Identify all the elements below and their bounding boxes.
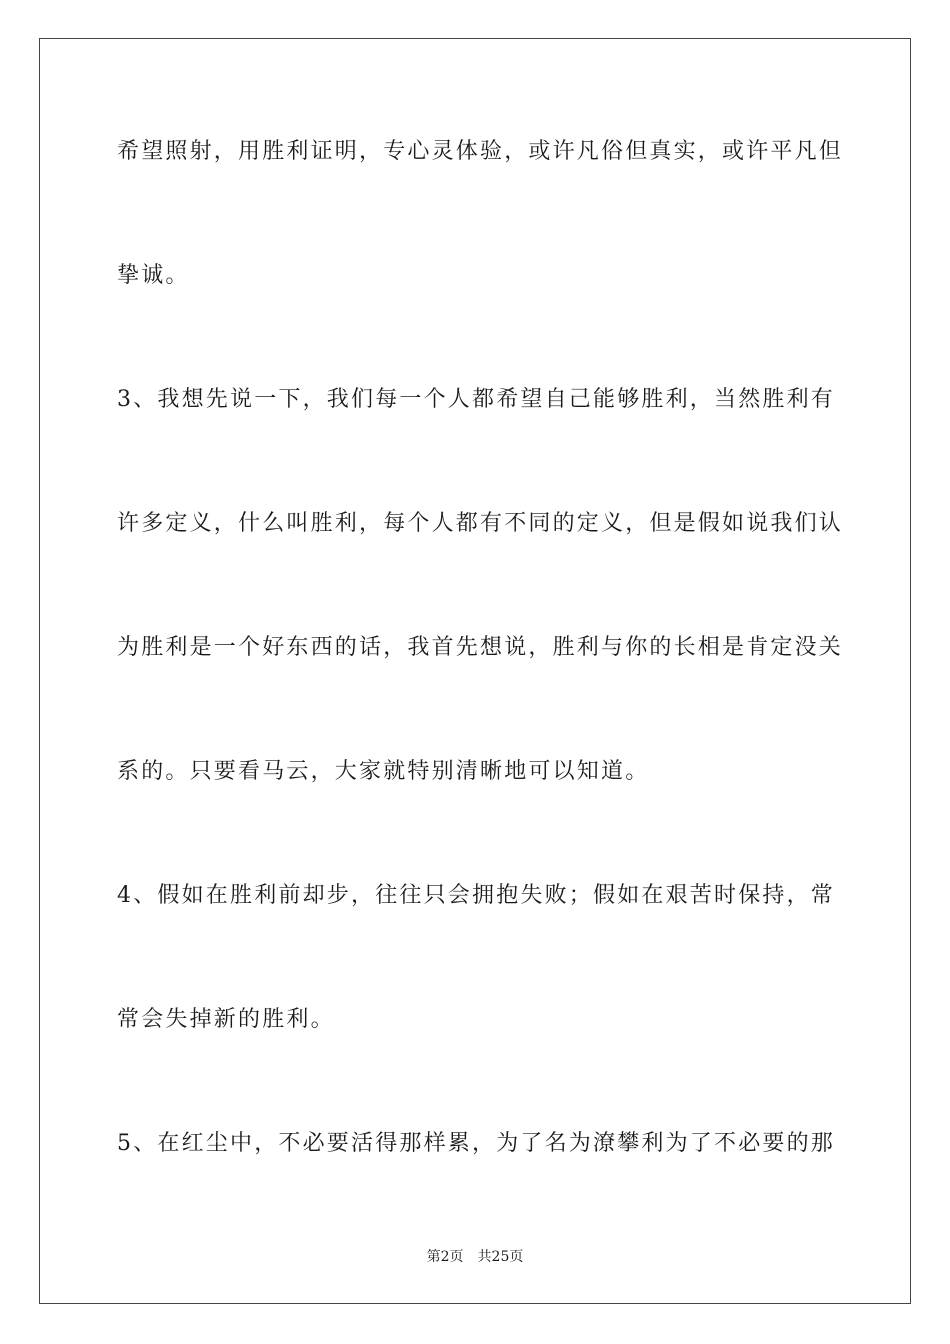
text-line: 为胜利是一个好东西的话，我首先想说，胜利与你的长相是肯定没关 <box>117 635 844 660</box>
page-footer <box>0 1248 950 1266</box>
text-line: 5、在红尘中，不必要活得那样累，为了名为潦攀利为了不必要的那 <box>117 1131 835 1156</box>
text-line: 系的。只要看马云，大家就特别清晰地可以知道。 <box>117 759 650 784</box>
text-line: 3、我想先说一下，我们每一个人都希望自己能够胜利，当然胜利有 <box>117 387 835 412</box>
page-border <box>39 38 911 1304</box>
text-line: 许多定义，什么叫胜利，每个人都有不同的定义，但是假如说我们认 <box>117 511 844 536</box>
page-total: 共25页 <box>477 1249 524 1265</box>
text-line: 4、假如在胜利前却步，往往只会拥抱失败；假如在艰苦时保持，常 <box>117 883 835 908</box>
page-number: 第2页 <box>426 1249 464 1265</box>
text-line: 常会失掉新的胜利。 <box>117 1007 335 1032</box>
text-line: 挚诚。 <box>117 263 190 288</box>
text-line: 希望照射，用胜利证明，专心灵体验，或许凡俗但真实，或许平凡但 <box>117 139 844 164</box>
